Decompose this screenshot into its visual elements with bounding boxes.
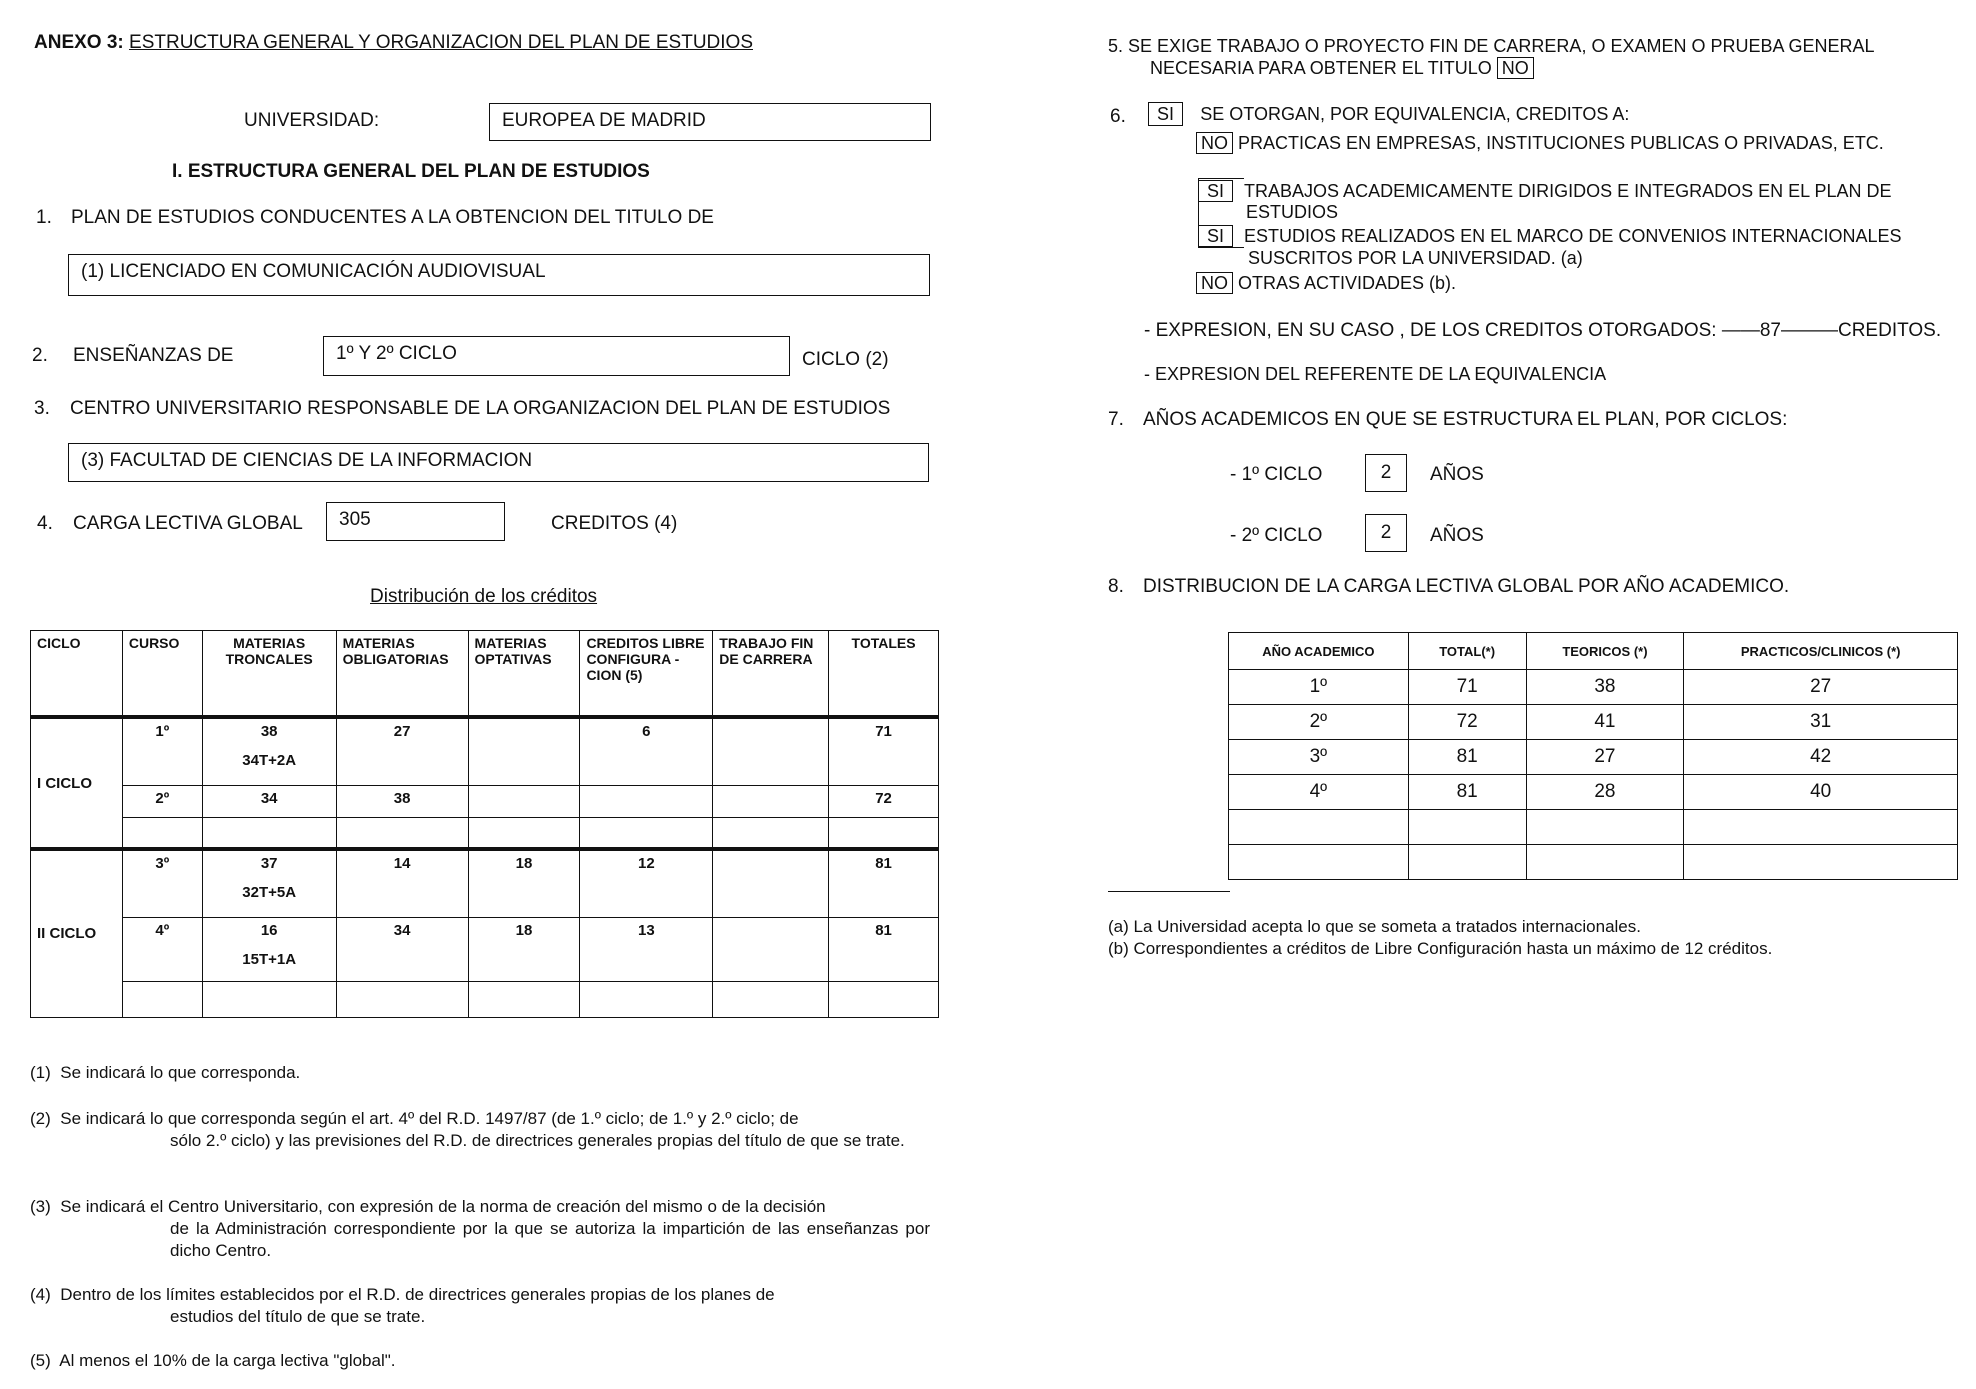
total-cell: 81 — [1408, 740, 1526, 775]
header-troncales: MATERIAS TRONCALES — [202, 631, 336, 718]
item7-number: 7. — [1108, 409, 1124, 430]
curso-cell: 2º — [122, 785, 202, 817]
table-row — [31, 717, 939, 785]
practicas-text: PRACTICAS EN EMPRESAS, INSTITUCIONES PUBLICAS O PRIVADAS, ETC. — [1238, 133, 1884, 153]
troncales-cell — [202, 785, 336, 817]
note-a: (a) La Universidad acepta lo que se someta a tratados internacionales. — [1108, 917, 1641, 936]
header-practicos: PRACTICOS/CLINICOS (*) — [1684, 633, 1958, 670]
table-header-row — [1229, 633, 1958, 670]
total-cell: 71 — [1408, 670, 1526, 705]
libre-cell — [580, 785, 713, 817]
troncales-sub: 15T+1A — [242, 950, 297, 968]
footnote-continuation: sólo 2.º ciclo) y las previsiones del R.D. de directrices generales propias del título de que se trate. — [170, 1131, 905, 1150]
footnote-text: Se indicará lo que corresponda según el art. 4º del R.D. 1497/87 (de 1.º ciclo; de 1.º y 2.º ciclo; de — [60, 1109, 799, 1128]
curso-cell: 1º — [122, 717, 202, 785]
item3-text: CENTRO UNIVERSITARIO RESPONSABLE DE LA ORGANIZACION DEL PLAN DE ESTUDIOS — [70, 398, 891, 419]
table-row — [1229, 705, 1958, 740]
item4-suffix: CREDITOS (4) — [551, 513, 678, 534]
item1-text: PLAN DE ESTUDIOS CONDUCENTES A LA OBTENCION DEL TITULO DE — [71, 207, 714, 228]
teoricos-cell: 27 — [1526, 740, 1684, 775]
degree-title-field: (1) LICENCIADO EN COMUNICACIÓN AUDIOVISUAL — [68, 254, 930, 296]
cycle-cell: I CICLO — [31, 717, 123, 849]
troncales-value: 16 — [260, 921, 278, 939]
practicos-cell: 27 — [1684, 670, 1958, 705]
troncales-sub: 34T+2A — [242, 752, 297, 769]
header-trabajo: TRABAJO FIN DE CARRERA — [713, 631, 829, 718]
note-b: (b) Correspondientes a créditos de Libre Configuración hasta un máximo de 12 créditos. — [1108, 939, 1773, 958]
troncales-cell — [202, 717, 336, 785]
libre-cell: 6 — [580, 717, 713, 785]
option-otras — [1196, 272, 1456, 294]
item5-line1: 5. SE EXIGE TRABAJO O PROYECTO FIN DE CARRERA, O EXAMEN O PRUEBA GENERAL — [1108, 36, 1875, 56]
totales-cell: 71 — [829, 717, 939, 785]
cycle1-years-box: 2 — [1365, 454, 1407, 492]
item3-number: 3. — [34, 398, 50, 419]
distribution-title: Distribución de los créditos — [370, 586, 598, 607]
table-row — [31, 817, 939, 849]
item2-text: ENSEÑANZAS DE — [73, 345, 234, 366]
option-convenios — [1198, 225, 1902, 247]
troncales-value: 38 — [260, 723, 278, 740]
curso-cell: 3º — [122, 849, 202, 917]
yearly-load-table — [1228, 632, 1958, 880]
university-label: UNIVERSIDAD: — [244, 110, 380, 131]
table-header-row — [31, 631, 939, 718]
practicos-cell: 31 — [1684, 705, 1958, 740]
header-optativas: MATERIAS OPTATIVAS — [468, 631, 580, 718]
cycles-field: 1º Y 2º CICLO — [323, 336, 790, 376]
section-title: I. ESTRUCTURA GENERAL DEL PLAN DE ESTUDIOS — [172, 161, 650, 182]
footnote-number: (1) — [30, 1063, 51, 1082]
header-teoricos: TEORICOS (*) — [1526, 633, 1684, 670]
footnote-number: (3) — [30, 1197, 51, 1216]
footnote-text: Al menos el 10% de la carga lectiva "global". — [59, 1351, 396, 1370]
table-row — [1229, 845, 1958, 880]
obligatorias-cell: 34 — [336, 917, 468, 981]
libre-cell: 13 — [580, 917, 713, 981]
table-row — [31, 981, 939, 1017]
trabajos-text: TRABAJOS ACADEMICAMENTE DIRIGIDOS E INTEGRADOS EN EL PLAN DE — [1244, 181, 1892, 201]
otras-answer-box: NO — [1196, 272, 1233, 294]
global-load-field: 305 — [326, 502, 505, 541]
item4-number: 4. — [37, 513, 53, 534]
trabajos-answer-box: SI — [1198, 180, 1233, 202]
table-row — [31, 785, 939, 817]
cycle2-label: - 2º CICLO — [1230, 525, 1323, 546]
trabajo-cell — [713, 917, 829, 981]
trabajo-cell — [713, 717, 829, 785]
practicos-cell: 42 — [1684, 740, 1958, 775]
item5-answer-box: NO — [1497, 57, 1534, 79]
header-ciclo: CICLO — [31, 631, 123, 718]
convenios-answer-box: SI — [1198, 225, 1233, 247]
cycle1-label: - 1º CICLO — [1230, 464, 1323, 485]
item8-text: DISTRIBUCION DE LA CARGA LECTIVA GLOBAL POR AÑO ACADEMICO. — [1143, 576, 1790, 597]
header-curso: CURSO — [122, 631, 202, 718]
footnote-1 — [30, 1062, 930, 1084]
footnote-number: (2) — [30, 1109, 51, 1128]
trabajos-text-2: ESTUDIOS — [1246, 202, 1339, 222]
item6-text: SE OTORGAN, POR EQUIVALENCIA, CREDITOS A: — [1200, 104, 1630, 124]
year-cell: 1º — [1229, 670, 1409, 705]
totales-cell: 81 — [829, 849, 939, 917]
header-total: TOTAL(*) — [1408, 633, 1526, 670]
table-row — [31, 849, 939, 917]
option-trabajos — [1198, 180, 1892, 202]
item5-text: NECESARIA PARA OBTENER EL TITULO — [1150, 58, 1492, 78]
cycle2-unit: AÑOS — [1430, 525, 1484, 546]
optativas-cell — [468, 785, 580, 817]
header-totales: TOTALES — [829, 631, 939, 718]
footnote-continuation: estudios del título de que se trate. — [170, 1307, 426, 1326]
troncales-sub: 32T+5A — [242, 884, 297, 901]
otras-text: OTRAS ACTIVIDADES (b). — [1238, 273, 1457, 293]
item5-line2 — [1150, 57, 1534, 79]
troncales-value: 37 — [260, 855, 278, 872]
table-row — [1229, 740, 1958, 775]
table-row — [1229, 775, 1958, 810]
convenios-text-2: SUSCRITOS POR LA UNIVERSIDAD. (a) — [1248, 248, 1583, 268]
obligatorias-cell: 38 — [336, 785, 468, 817]
item2-suffix: CICLO (2) — [802, 349, 889, 370]
footnote-4 — [30, 1284, 930, 1328]
optativas-cell: 18 — [468, 917, 580, 981]
footnote-2 — [30, 1108, 930, 1152]
footnote-text: Se indicará lo que corresponda. — [60, 1063, 301, 1082]
obligatorias-cell: 14 — [336, 849, 468, 917]
teoricos-cell: 28 — [1526, 775, 1684, 810]
cycle2-years-box: 2 — [1365, 514, 1407, 552]
credit-distribution-table — [30, 630, 939, 1018]
item6-number: 6. — [1110, 106, 1126, 127]
footnote-5 — [30, 1350, 930, 1372]
item2-number: 2. — [32, 345, 48, 366]
year-cell: 2º — [1229, 705, 1409, 740]
item6-line — [1148, 102, 1629, 126]
annex-title: ESTRUCTURA GENERAL Y ORGANIZACION DEL PLAN DE ESTUDIOS — [129, 32, 753, 53]
university-field: EUROPEA DE MADRID — [489, 103, 931, 141]
cycle1-unit: AÑOS — [1430, 464, 1484, 485]
expression-referent: - EXPRESION DEL REFERENTE DE LA EQUIVALENCIA — [1144, 364, 1607, 384]
practicos-cell: 40 — [1684, 775, 1958, 810]
annex-heading — [34, 32, 753, 54]
footnote-number: (4) — [30, 1285, 51, 1304]
item1-number: 1. — [36, 207, 52, 228]
curso-cell: 4º — [122, 917, 202, 981]
footnote-3 — [30, 1196, 930, 1262]
footnote-number: (5) — [30, 1351, 51, 1370]
teoricos-cell: 38 — [1526, 670, 1684, 705]
annex-label: ANEXO 3: — [34, 32, 124, 53]
trabajo-cell — [713, 785, 829, 817]
header-year: AÑO ACADEMICO — [1229, 633, 1409, 670]
troncales-value: 34 — [260, 789, 278, 807]
table-row — [1229, 670, 1958, 705]
table-row — [1229, 810, 1958, 845]
center-field: (3) FACULTAD DE CIENCIAS DE LA INFORMACION — [68, 443, 929, 482]
item4-text: CARGA LECTIVA GLOBAL — [73, 513, 303, 534]
troncales-cell — [202, 917, 336, 981]
obligatorias-cell: 27 — [336, 717, 468, 785]
footnote-text: Dentro de los límites establecidos por el R.D. de directrices generales propias de los planes de — [60, 1285, 775, 1304]
libre-cell: 12 — [580, 849, 713, 917]
practicas-answer-box: NO — [1196, 132, 1233, 154]
teoricos-cell: 41 — [1526, 705, 1684, 740]
total-cell: 72 — [1408, 705, 1526, 740]
footnote-continuation: de la Administración correspondiente por la que se autoriza la impartición de las enseñanzas por dicho Centro. — [170, 1219, 930, 1260]
item8-number: 8. — [1108, 576, 1124, 597]
footnote-text: Se indicará el Centro Universitario, con expresión de la norma de creación del mismo o de la decisión — [60, 1197, 826, 1216]
table-underline — [1108, 891, 1230, 892]
header-obligatorias: MATERIAS OBLIGATORIAS — [336, 631, 468, 718]
trabajo-cell — [713, 849, 829, 917]
year-cell: 3º — [1229, 740, 1409, 775]
option-practicas — [1196, 132, 1884, 154]
troncales-cell — [202, 849, 336, 917]
item6-answer-box: SI — [1148, 102, 1183, 126]
item7-text: AÑOS ACADEMICOS EN QUE SE ESTRUCTURA EL PLAN, POR CICLOS: — [1143, 409, 1788, 430]
expression-credits: - EXPRESION, EN SU CASO , DE LOS CREDITOS OTORGADOS: ——87———CREDITOS. — [1144, 320, 1942, 341]
cycle-cell: II CICLO — [31, 849, 123, 1017]
header-libre: CREDITOS LIBRE CONFIGURA -CION (5) — [580, 631, 713, 718]
total-cell: 81 — [1408, 775, 1526, 810]
optativas-cell: 18 — [468, 849, 580, 917]
table-row — [31, 917, 939, 981]
totales-cell: 81 — [829, 917, 939, 981]
convenios-text: ESTUDIOS REALIZADOS EN EL MARCO DE CONVENIOS INTERNACIONALES — [1244, 226, 1902, 246]
year-cell: 4º — [1229, 775, 1409, 810]
optativas-cell — [468, 717, 580, 785]
totales-cell: 72 — [829, 785, 939, 817]
